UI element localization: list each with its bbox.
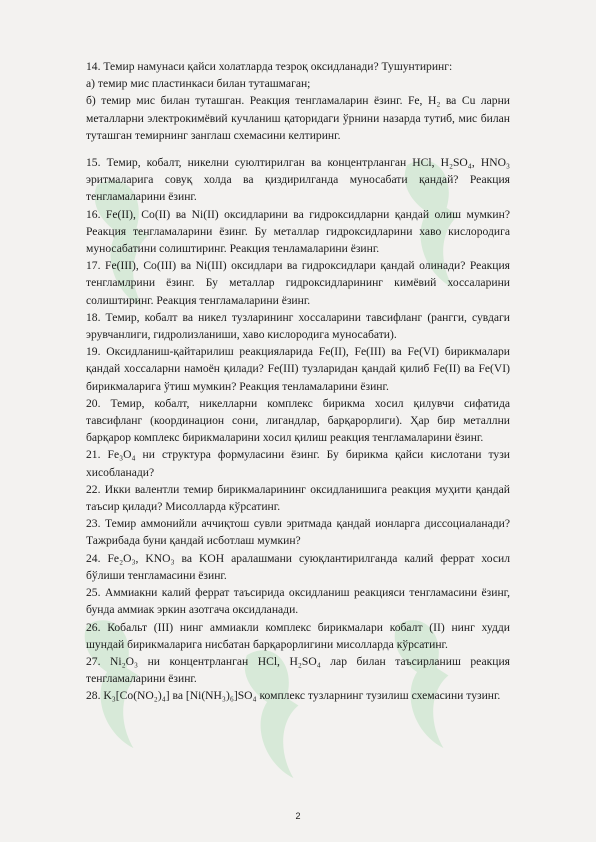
question-17: 17. Fe(III), Co(III) ва Ni(III) оксидлари ва гидроксидлари қандай олинади? Реакция тенгламлрини ёзинг. Бу металлар гидроксидларининг кимёвий хоссаларини солиштиринг. Реакция тенгламаларини ёзинг. (86, 259, 510, 307)
question-19: 19. Оксидланиш-қайтарилиш реакцияларида Fe(II), Fe(III) ва Fe(VI) бирикмалари қандай хоссаларни намоён қилади? Fe(III) тузларидан қандай қилиб Fe(II) ва Fe(VI) бирикмаларига ўтиш мумкин? Реакция тенламаларини ёзинг. (86, 345, 510, 393)
question-15: 15. Темир, кобалт, никелни суюлтирилган ва концентрланган HCl, H₂SO₄, HNO₃ эритмаларига совуқ холда ва қиздирилганда муносабати қандай? Реакция тенгламаларини ёзинг. (86, 156, 510, 204)
questions-list (86, 58, 510, 705)
question-16: 16. Fe(II), Co(II) ва Ni(II) оксидларини ва гидроксидларни қандай олиш мумкин? Реакция тенгламаларини ёзинг. Бу металлар гидроксидларини хаво кислородига муносабатини солиштиринг. Реакция тенламаларини ёзинг. (86, 207, 510, 256)
question-14-line: б) темир мис билан туташган. Реакция тенгламаларин ёзинг. Fe, H₂ ва Cu ларни металларни электрокимёвий кучланиш қаторидаги ўрнини назарда тутиб, мис билан туташган темирнинг занглаш схемасини келтиринг. (86, 94, 510, 142)
question-27: 27. Ni₂O₃ ни концентрланган HCl, H₂SO₄ лар билан таъсирланиш реакция тенгламаларини ёзинг. (86, 654, 510, 686)
question-28: 28. K₃[Co(NO₂)₄] ва [Ni(NH₃)₆]SO₄ комплекс тузларнинг тузилиш схемасини тузинг. (86, 689, 501, 703)
question-23: 23. Темир аммонийли аччиқтош сувли эритмада қандай ионларга диссоциаланади? Тажрибада буни қандай исботлаш мумкин? (86, 517, 510, 548)
question-14-line: 14. Темир намунаси қайси холатларда тезроқ оксидланади? Тушунтиринг: (86, 60, 453, 73)
question-18: 18. Темир, кобалт ва никел тузларининг хоссаларини тавсифланг (рангги, сувдаги эрувчанлиги, гидролизланиши, хаво кислородига муносабати). (86, 310, 510, 342)
question-24: 24. Fe₂O₃, KNO₃ ва KOH аралашмани суюқлантирилганда калий феррат хосил бўлиши тенгламасини ёзинг. (86, 551, 510, 582)
page-number: 2 (295, 811, 301, 821)
question-14-line: а) темир мис пластинкаси билан туташмаган; (86, 77, 311, 91)
question-20: 20. Темир, кобалт, никелларни комплекс бирикма хосил қилувчи сифатида тавсифланг (координацион сони, лигандлар, барқарорлиги). Ҳар бир металлни барқарор комплекс бирикмаларини хосил қилиш реакция тенгламаларини ёзинг. (86, 396, 510, 445)
question-26: 26. Кобальт (III) нинг аммиакли комплекс бирикмалари кобалт (II) нинг худди шундай бирикмаларига нисбатан барқарорлигини мисолларда кўрсатинг. (86, 620, 510, 651)
question-25: 25. Аммиакни калий феррат таъсирида оксидланиш реакцияси тенгламасини ёзинг, бунда аммиак эркин азотгача оксидланади. (86, 586, 510, 617)
question-22: 22. Икки валентли темир бирикмаларининг оксидланишига реакция муҳити қандай таъсир қилади? Мисолларда кўрсатинг. (86, 482, 510, 514)
question-14 (86, 58, 510, 144)
question-21: 21. Fe₃O₄ ни структура формуласини ёзинг. Бу бирикма қайси кислотани тузи хисобланади? (86, 448, 510, 479)
